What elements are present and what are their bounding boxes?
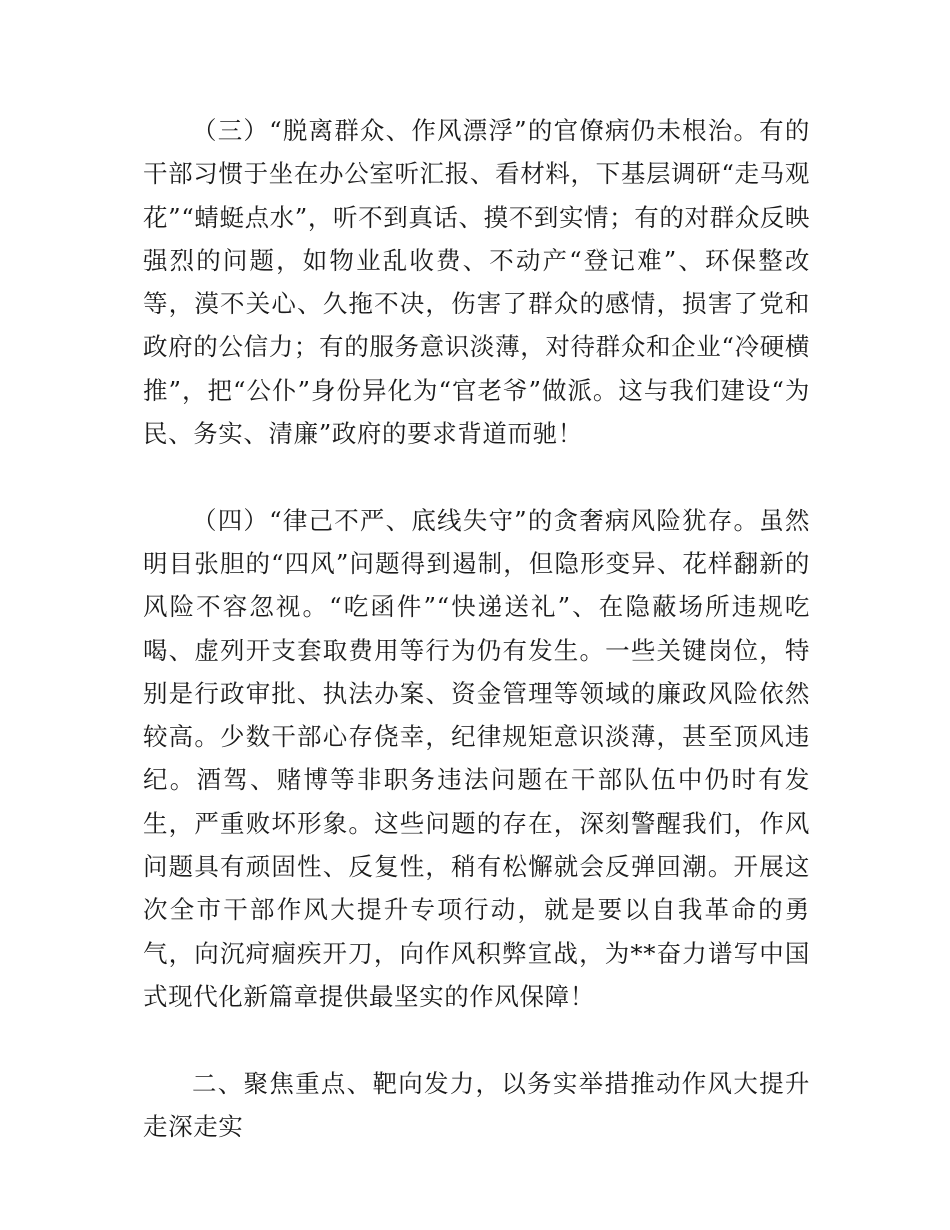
paragraph-section-four: （四）“律己不严、底线失守”的贪奢病风险犹存。虽然明目张胆的“四风”问题得到遏制，但隐形变异、花样翻新的风险不容忽视。“吃函件”“快递送礼”、在隐蔽场所违规吃喝、虚列开支套取费用等行为仍有发生。一些关键岗位，特别是行政审批、执法办案、资金管理等领域的廉政风险依然较高。少数干部心存侥幸，纪律规矩意识淡薄，甚至顶风违纪。酒驾、赌博等非职务违法问题在干部队伍中仍时有发生，严重败坏形象。这些问题的存在，深刻警醒我们，作风问题具有顽固性、反复性，稍有松懈就会反弹回潮。开展这次全市干部作风大提升专项行动，就是要以自我革命的勇气，向沉疴痼疾开刀，向作风积弊宣战，为**奋力谱写中国式现代化新篇章提供最坚实的作风保障！: [143, 505, 810, 1011]
paragraph-section-three: （三）“脱离群众、作风漂浮”的官僚病仍未根治。有的干部习惯于坐在办公室听汇报、看材料，下基层调研“走马观花”“蜻蜓点水”，听不到真话、摸不到实情；有的对群众反映强烈的问题，如物业乱收费、不动产“登记难”、环保整改等，漠不关心、久拖不决，伤害了群众的感情，损害了党和政府的公信力；有的服务意识淡薄，对待群众和企业“冷硬横推”，把“公仆”身份异化为“官老爷”做派。这与我们建设“为民、务实、清廉”政府的要求背道而驰！: [143, 116, 810, 449]
paragraph-gap: [143, 1018, 810, 1061]
paragraph-gap: [143, 455, 810, 498]
section-heading-two: 二、聚焦重点、靶向发力，以务实举措推动作风大提升走深走实: [143, 1068, 810, 1141]
document-body: [143, 109, 810, 1148]
